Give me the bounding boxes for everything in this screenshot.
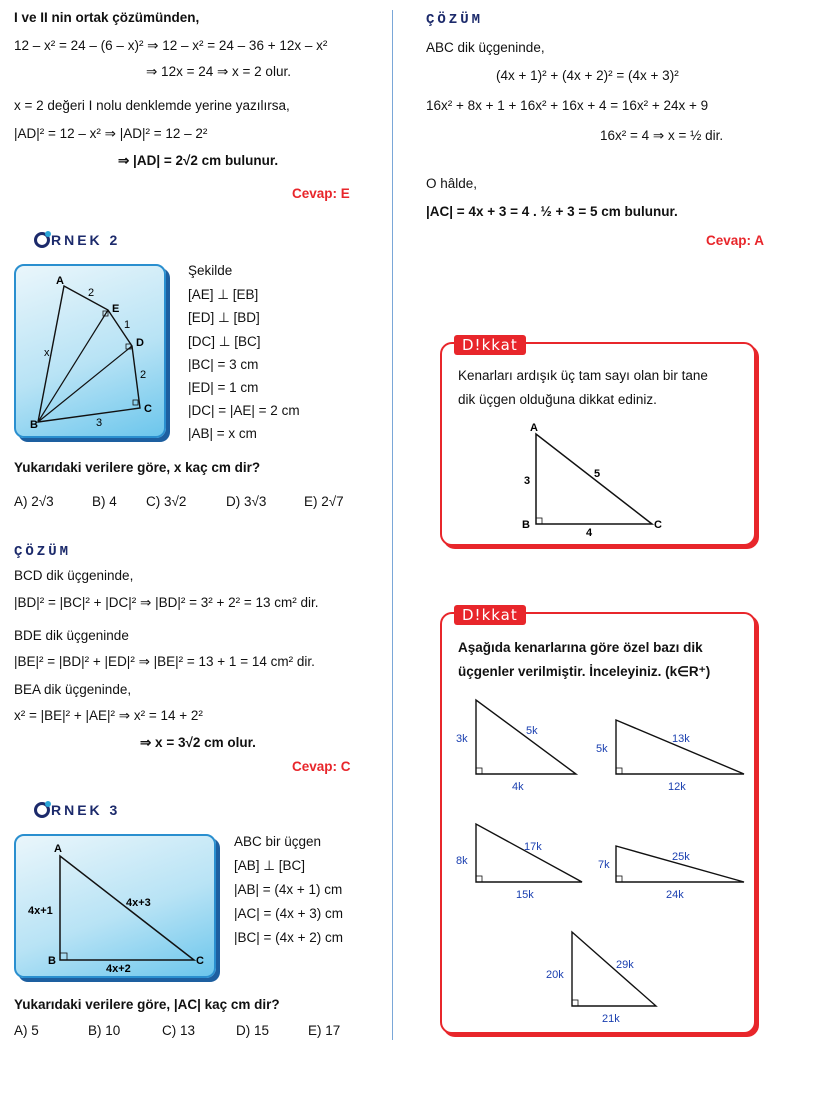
vertex-label: A [56, 275, 64, 287]
vertex-label: E [112, 303, 120, 315]
side-label: 2 [88, 287, 95, 299]
column-divider [392, 10, 393, 1040]
side-label: 4x+3 [126, 897, 151, 909]
solution-line: I ve II nin ortak çözümünden, [14, 10, 200, 25]
dikkat-text: üçgenler verilmiştir. İnceleyiniz. (k∈R⁺) [458, 664, 711, 679]
dikkat-box-2 [440, 606, 756, 1034]
dikkat-text: dik üçgen olduğuna dikkat ediniz. [458, 392, 657, 407]
vertex-label: B [48, 955, 56, 967]
solution-line: |BE|² = |BD|² + |ED|² ⇒ |BE|² = 13 + 1 = 14 cm² dir. [14, 654, 315, 669]
vertex-label: A [54, 843, 62, 855]
vertex-label: C [144, 403, 152, 415]
side-label: 3 [96, 417, 103, 429]
side-label: 25k [672, 851, 690, 863]
given-line: |AB| = x cm [188, 426, 257, 441]
example-2-question: Yukarıdaki verilere göre, x kaç cm dir? [14, 460, 261, 475]
given-line: [DC] ⊥ [BC] [188, 334, 261, 349]
vertex-label: B [30, 419, 38, 431]
side-label: 12k [668, 781, 686, 793]
answer-label: Cevap: A [706, 233, 765, 248]
side-label: 24k [666, 889, 684, 901]
vertex-label: D [136, 337, 144, 349]
side-label: 2 [140, 369, 147, 381]
example-3-question: Yukarıdaki verilere göre, |AC| kaç cm dir? [14, 997, 280, 1012]
solution-line: ABC dik üçgeninde, [426, 40, 545, 55]
solution-line: (4x + 1)² + (4x + 2)² = (4x + 3)² [496, 68, 679, 83]
solution-line: 16x² = 4 ⇒ x = ½ dir. [600, 128, 724, 143]
side-label: 20k [546, 969, 564, 981]
side-label: 5 [594, 468, 601, 480]
triangle-diagram [16, 266, 164, 436]
option-a: A) 5 [14, 1023, 39, 1038]
option-d: D) 15 [236, 1023, 270, 1038]
side-label: 13k [672, 733, 690, 745]
vertex-label: B [522, 519, 530, 531]
dikkat-tag: D!kkat [454, 335, 526, 355]
side-label: 21k [602, 1013, 620, 1025]
side-label: 1 [124, 319, 131, 331]
solution-line: 16x² + 8x + 1 + 16x² + 16x + 4 = 16x² + 24x + 9 [426, 98, 709, 113]
solution-heading: ÇÖZÜM [14, 544, 72, 560]
answer-label: Cevap: C [292, 759, 351, 774]
solution-line: |BD|² = |BC|² + |DC|² ⇒ |BD|² = 3² + 2² = 13 cm² dir. [14, 595, 319, 610]
dikkat-box-1 [440, 336, 756, 546]
solution-line: BEA dik üçgeninde, [14, 682, 132, 697]
dikkat-text: Kenarları ardışık üç tam sayı olan bir tane [458, 368, 708, 383]
o-letter-icon [34, 232, 50, 248]
solution-line: BDE dik üçgeninde [14, 628, 129, 643]
side-label: 17k [524, 841, 542, 853]
option-d: D) 3√3 [226, 494, 267, 509]
side-label: 7k [598, 859, 610, 871]
vertex-label: C [654, 519, 662, 531]
option-a: A) 2√3 [14, 494, 54, 509]
solution-line: O hâlde, [426, 176, 478, 191]
side-label: 29k [616, 959, 634, 971]
side-label: 4x+2 [106, 963, 131, 975]
given-line: |BC| = (4x + 2) cm [234, 930, 344, 945]
given-line: |ED| = 1 cm [188, 380, 259, 395]
dikkat-tag: D!kkat [454, 605, 526, 625]
side-label: 5k [596, 743, 608, 755]
option-c: C) 13 [162, 1023, 196, 1038]
solution-line: x = 2 değeri I nolu denklemde yerine yazılırsa, [14, 98, 290, 113]
answer-label: Cevap: E [292, 186, 350, 201]
given-line: |AB| = (4x + 1) cm [234, 882, 343, 897]
triangle-diagram [442, 344, 754, 544]
triangle-diagram [16, 836, 214, 976]
side-label: x [44, 347, 50, 359]
side-label: 3k [456, 733, 468, 745]
dikkat-text: Aşağıda kenarlarına göre özel bazı dik [458, 640, 703, 655]
side-label: 4x+1 [28, 905, 53, 917]
side-label: 4 [586, 527, 593, 539]
given-line: [AE] ⊥ [EB] [188, 287, 259, 302]
side-label: 8k [456, 855, 468, 867]
solution-line: ⇒ |AD| = 2√2 cm bulunur. [118, 153, 279, 168]
solution-line: ⇒ 12x = 24 ⇒ x = 2 olur. [146, 64, 291, 79]
solution-line: |AD|² = 12 – x² ⇒ |AD|² = 12 – 2² [14, 126, 208, 141]
given-line: |AC| = (4x + 3) cm [234, 906, 344, 921]
solution-line: 12 – x² = 24 – (6 – x)² ⇒ 12 – x² = 24 – 36 + 12x – x² [14, 38, 328, 53]
example-3-figure [14, 834, 216, 978]
vertex-label: C [196, 955, 204, 967]
solution-line: |AC| = 4x + 3 = 4 . ½ + 3 = 5 cm bulunur. [426, 204, 678, 219]
given-line: |DC| = |AE| = 2 cm [188, 403, 300, 418]
side-label: 3 [524, 475, 531, 487]
given-line: |BC| = 3 cm [188, 357, 259, 372]
option-b: B) 10 [88, 1023, 121, 1038]
example-3-heading: RNEK 3 [34, 802, 120, 818]
solution-line: ⇒ x = 3√2 cm olur. [140, 735, 256, 750]
o-letter-icon [34, 802, 50, 818]
option-c: C) 3√2 [146, 494, 187, 509]
given-line: ABC bir üçgen [234, 834, 322, 849]
side-label: 5k [526, 725, 538, 737]
given-line: [AB] ⊥ [BC] [234, 858, 306, 873]
given-line: [ED] ⊥ [BD] [188, 310, 260, 325]
example-2-heading: RNEK 2 [34, 232, 120, 248]
example-2-figure [14, 264, 166, 438]
option-e: E) 2√7 [304, 494, 344, 509]
solution-heading: ÇÖZÜM [426, 12, 484, 28]
side-label: 4k [512, 781, 524, 793]
special-triangles-diagram [442, 614, 754, 1032]
option-e: E) 17 [308, 1023, 341, 1038]
vertex-label: A [530, 422, 538, 434]
solution-line: x² = |BE|² + |AE|² ⇒ x² = 14 + 2² [14, 708, 203, 723]
side-label: 15k [516, 889, 534, 901]
option-b: B) 4 [92, 494, 117, 509]
given-line: Şekilde [188, 263, 233, 278]
solution-line: BCD dik üçgeninde, [14, 568, 134, 583]
